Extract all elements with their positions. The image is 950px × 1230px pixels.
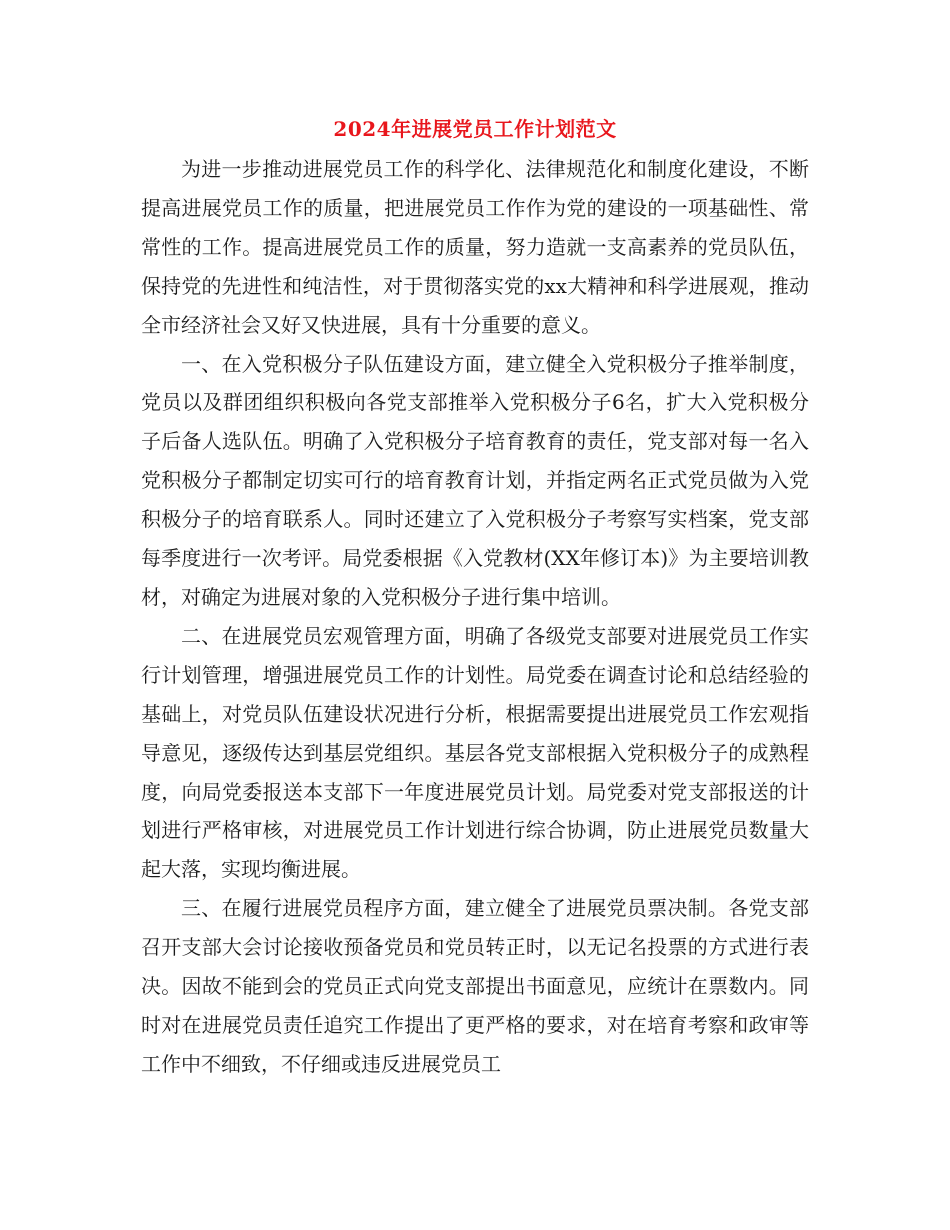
document-body [141, 150, 809, 1084]
paragraph-section-2: 二、在进展党员宏观管理方面，明确了各级党支部要对进展党员工作实行计划管理，增强进展党员工作的计划性。局党委在调查讨论和总结经验的基础上，对党员队伍建设状况进行分析，根据需要提出进展党员工作宏观指导意见，逐级传达到基层党组织。基层各党支部根据入党积极分子的成熟程度，向局党委报送本支部下一年度进展党员计划。局党委对党支部报送的计划进行严格审核，对进展党员工作计划进行综合协调，防止进展党员数量大起大落，实现均衡进展。 [141, 623, 809, 882]
paragraph-section-3: 三、在履行进展党员程序方面，建立健全了进展党员票决制。各党支部召开支部大会讨论接收预备党员和党员转正时，以无记名投票的方式进行表决。因故不能到会的党员正式向党支部提出书面意见，应统计在票数内。同时对在进展党员责任追究工作提出了更严格的要求，对在培育考察和政审等工作中不细致，不仔细或违反进展党员工 [141, 896, 809, 1076]
document-title: 2024年进展党员工作计划范文 [333, 117, 617, 141]
paragraph-section-1: 一、在入党积极分子队伍建设方面，建立健全入党积极分子推举制度，党员以及群团组织积极向各党支部推举入党积极分子6名，扩大入党积极分子后备人选队伍。明确了入党积极分子培育教育的责任，党支部对每一名入党积极分子都制定切实可行的培育教育计划，并指定两名正式党员做为入党积极分子的培育联系人。同时还建立了入党积极分子考察写实档案，党支部每季度进行一次考评。局党委根据《入党教材(XX年修订本)》为主要培训教材，对确定为进展对象的入党积极分子进行集中培训。 [141, 351, 809, 609]
paragraph-intro: 为进一步推动进展党员工作的科学化、法律规范化和制度化建设，不断提高进展党员工作的质量，把进展党员工作作为党的建设的一项基础性、常常性的工作。提高进展党员工作的质量，努力造就一支高素养的党员队伍，保持党的先进性和纯洁性，对于贯彻落实党的xx大精神和科学进展观，推动全市经济社会又好又快进展，具有十分重要的意义。 [141, 157, 809, 337]
